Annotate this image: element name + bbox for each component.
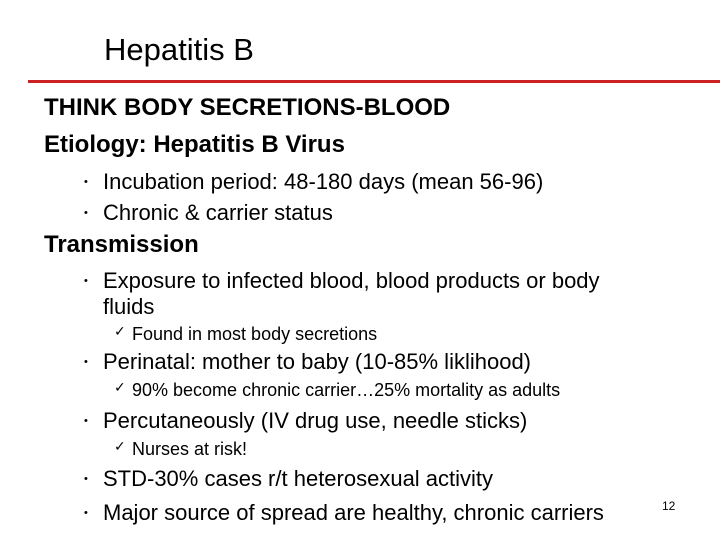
- bullet-icon: •: [84, 356, 88, 368]
- perinatal-text: Perinatal: mother to baby (10-85% liklihood): [103, 349, 532, 374]
- major-text: Major source of spread are healthy, chronic carriers: [103, 500, 604, 525]
- etiology-text-2: Chronic & carrier status: [103, 200, 333, 225]
- check-icon: ✓: [114, 380, 126, 396]
- heading-etiology: Etiology: Hepatitis B Virus: [44, 131, 345, 158]
- heading-body-secretions: THINK BODY SECRETIONS-BLOOD: [44, 94, 451, 121]
- etiology-text-1: Incubation period: 48-180 days (mean 56-96): [103, 169, 544, 194]
- check-icon: ✓: [114, 439, 126, 455]
- slide-title: Hepatitis B: [104, 32, 254, 67]
- bullet-icon: •: [84, 507, 88, 519]
- bullet-icon: •: [84, 176, 88, 188]
- slide-number: 12: [662, 499, 676, 513]
- bullet-icon: •: [84, 207, 88, 219]
- bullet-icon: •: [84, 415, 88, 427]
- exposure-sub-text: Found in most body secretions: [132, 324, 378, 344]
- percutaneous-sub-text: Nurses at risk!: [132, 439, 248, 459]
- bullet-icon: •: [84, 275, 88, 287]
- exposure-text-line2: fluids: [103, 294, 155, 319]
- perinatal-sub-text: 90% become chronic carrier…25% mortality as adults: [132, 380, 561, 400]
- heading-transmission: Transmission: [44, 231, 199, 258]
- exposure-text-line1: Exposure to infected blood, blood products or body: [103, 268, 600, 293]
- bullet-icon: •: [84, 473, 88, 485]
- check-icon: ✓: [114, 324, 126, 340]
- title-rule: [28, 80, 720, 83]
- percutaneous-text: Percutaneously (IV drug use, needle sticks): [103, 408, 528, 433]
- std-text: STD-30% cases r/t heterosexual activity: [103, 466, 494, 491]
